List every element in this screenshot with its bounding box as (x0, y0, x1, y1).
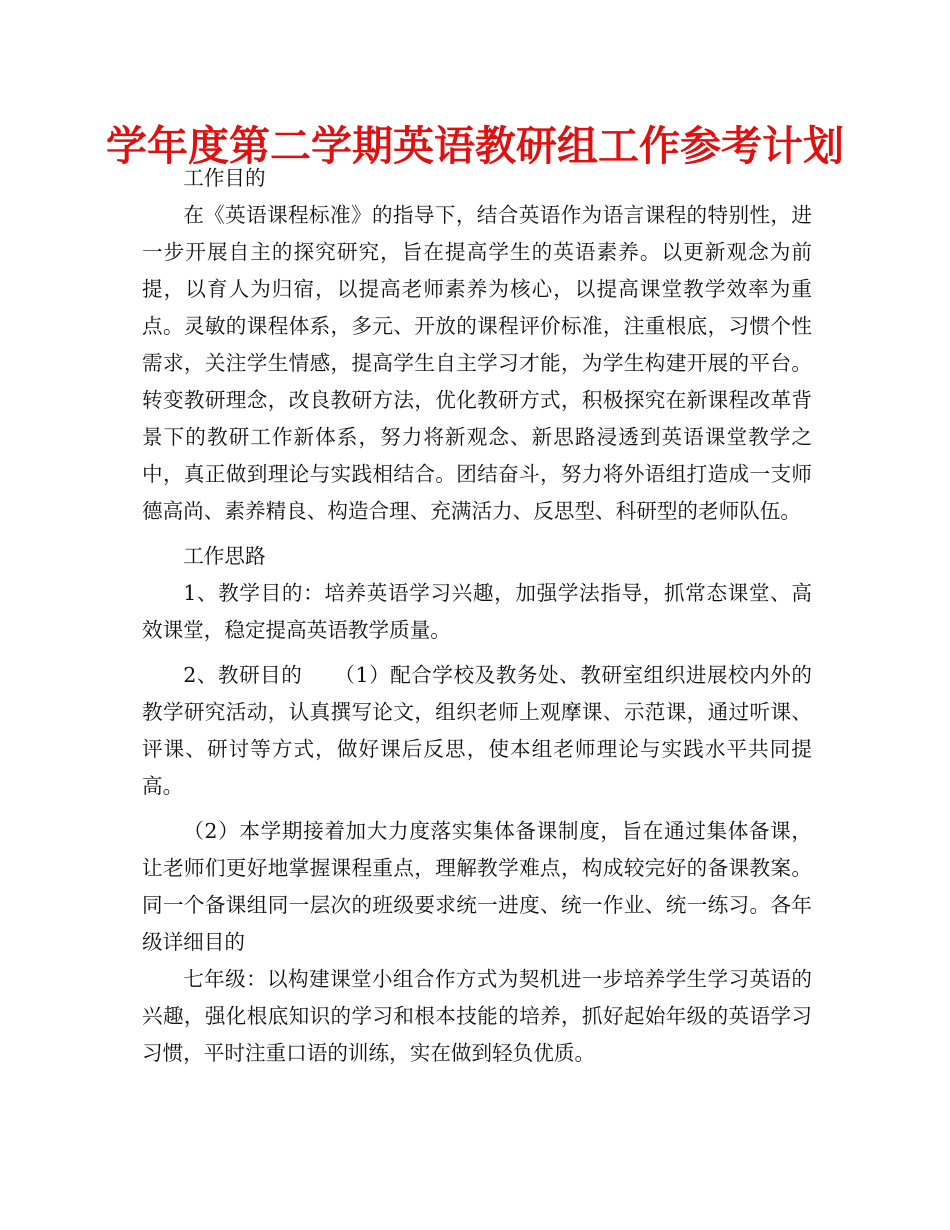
paragraph-grade-seven: 七年级：以构建课堂小组合作方式为契机进一步培养学生学习英语的兴趣，强化根底知识的学习和根本技能的培养，抓好起始年级的英语学习习惯，平时注重口语的训练，实在做到轻负优质。 (142, 967, 812, 1065)
section-heading-work-goal: 工作目的 (183, 166, 266, 190)
document-title: 学年度第二学期英语教研组工作参考计划 (106, 122, 844, 170)
paragraph-teaching-goal: 1、教学目的：培养英语学习兴趣，加强学法指导，抓常态课堂、高效课堂，稳定提高英语教学质量。 (142, 581, 812, 642)
document-body (142, 160, 812, 1072)
paragraph-goal-body: 在《英语课程标准》的指导下，结合英语作为语言课程的特别性，进一步开展自主的探究研究，旨在提高学生的英语素养。以更新观念为前提，以育人为归宿，以提高老师素养为核心，以提高课堂教学效率为重点。灵敏的课程体系，多元、开放的课程评价标准，注重根底，习惯个性需求，关注学生情感，提高学生自主学习才能，为学生构建开展的平台。转变教研理念，改良教研方法，优化教研方式，积极探究在新课程改革背景下的教研工作新体系，努力将新观念、新思路浸透到英语课堂教学之中，真正做到理论与实践相结合。团结奋斗，努力将外语组打造成一支师德高尚、素养精良、构造合理、充满活力、反思型、科研型的老师队伍。 (142, 203, 812, 523)
paragraph-research-goal: 2、教研目的 （1）配合学校及教务处、教研室组织进展校内外的教学研究活动，认真撰写论文，组织老师上观摩课、示范课，通过听课、评课、研讨等方式，做好课后反思，使本组老师理论与实践水平共同提高。 (142, 663, 812, 798)
section-heading-work-approach: 工作思路 (183, 544, 266, 568)
paragraph-collective-prep: （2）本学期接着加大力度落实集体备课制度，旨在通过集体备课，让老师们更好地掌握课程重点，理解教学难点，构成较完好的备课教案。同一个备课组同一层次的班级要求统一进度、统一作业、统一练习。各年级详细目的 (142, 819, 812, 954)
